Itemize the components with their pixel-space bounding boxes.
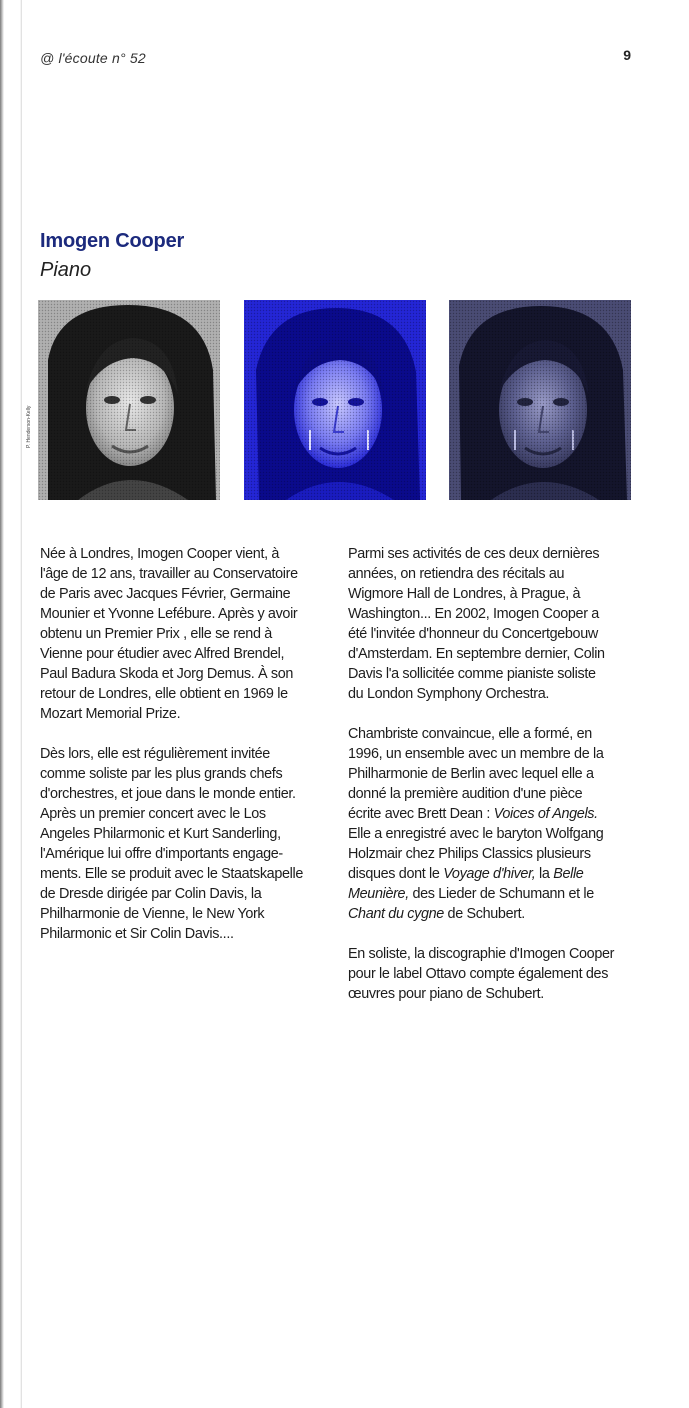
text-line: Philharmonie de Berlin avec lequel elle a <box>348 766 594 782</box>
paragraph-1 <box>40 544 340 724</box>
issue-label: @ l'écoute n° 52 <box>40 50 146 66</box>
paragraph-5 <box>348 944 648 1004</box>
text-line: années, on retiendra des récitals au <box>348 566 565 582</box>
portrait-photo-blue <box>244 300 426 500</box>
text-line: donné la première audition d'une pièce <box>348 786 583 802</box>
scan-edge <box>0 0 22 1408</box>
text-line <box>348 804 648 824</box>
text-line: d'orchestres, et joue dans le monde entier. <box>40 786 296 802</box>
text-line: obtenu un Premier Prix , elle se rend à <box>40 626 272 642</box>
text-line: Angeles Philarmonic et Kurt Sanderling, <box>40 826 281 842</box>
work-title: Voyage d'hiver, <box>443 866 536 882</box>
paragraph-3 <box>348 544 648 704</box>
text-run: disques dont le <box>348 866 444 882</box>
text-line <box>348 904 648 924</box>
artist-name: Imogen Cooper <box>40 230 185 252</box>
text-line: ments. Elle se produit avec le Staatskapelle <box>40 866 303 882</box>
text-line: d'Amsterdam. En septembre dernier, Colin <box>348 646 605 662</box>
text-line: Parmi ses activités de ces deux dernières <box>348 546 600 562</box>
text-line: En soliste, la discographie d'Imogen Cooper <box>348 946 615 962</box>
text-line: Davis l'a sollicitée comme pianiste soliste <box>348 666 596 682</box>
text-line: Mounier et Yvonne Lefébure. Après y avoir <box>40 606 298 622</box>
paragraph-2 <box>40 744 340 944</box>
text-line: Dès lors, elle est régulièrement invitée <box>40 746 270 762</box>
text-line: 1996, un ensemble avec un membre de la <box>348 746 604 762</box>
text-line: œuvres pour piano de Schubert. <box>348 986 544 1002</box>
text-line: Philarmonic et Sir Colin Davis.... <box>40 926 234 942</box>
text-line: Mozart Memorial Prize. <box>40 706 181 722</box>
text-line: du London Symphony Orchestra. <box>348 686 550 702</box>
text-line: Paul Badura Skoda et Jorg Demus. À son <box>40 666 294 682</box>
text-run: de Schubert. <box>443 906 525 922</box>
text-line: de Paris avec Jacques Février, Germaine <box>40 586 291 602</box>
text-line: Washington... En 2002, Imogen Cooper a <box>348 606 599 622</box>
text-line: Elle a enregistré avec le baryton Wolfgang <box>348 826 604 842</box>
text-line: Chambriste convaincue, elle a formé, en <box>348 726 592 742</box>
work-title: Meunière, <box>348 886 409 902</box>
text-run: la <box>535 866 554 882</box>
text-run: des Lieder de Schumann et le <box>408 886 594 902</box>
text-line: Après un premier concert avec le Los <box>40 806 266 822</box>
work-title: Belle <box>553 866 584 882</box>
text-line: pour le label Ottavo compte également des <box>348 966 609 982</box>
text-line: Vienne pour étudier avec Alfred Brendel, <box>40 646 285 662</box>
text-run: écrite avec Brett Dean : <box>348 806 494 822</box>
text-line: retour de Londres, elle obtient en 1969 le <box>40 686 288 702</box>
text-line <box>348 884 648 904</box>
artist-instrument: Piano <box>40 259 92 281</box>
text-line: l'âge de 12 ans, travailler au Conservatoire <box>40 566 298 582</box>
photo-credit: P. Henderson-Kelly <box>26 405 32 448</box>
text-line: Philharmonie de Vienne, le New York <box>40 906 265 922</box>
text-line: été l'invitée d'honneur du Concertgebouw <box>348 626 598 642</box>
work-title: Chant du cygne <box>348 906 444 922</box>
text-line <box>348 864 648 884</box>
text-column-right <box>348 544 648 1024</box>
text-line: Holzmair chez Philips Classics plusieurs <box>348 846 591 862</box>
work-title: Voices of Angels. <box>493 806 598 822</box>
text-column-left <box>40 544 340 964</box>
text-line: l'Amérique lui offre d'importants engage- <box>40 846 283 862</box>
text-line: comme soliste par les plus grands chefs <box>40 766 283 782</box>
portrait-photo-grayscale <box>38 300 220 500</box>
text-line: Née à Londres, Imogen Cooper vient, à <box>40 546 280 562</box>
text-line: de Dresde dirigée par Colin Davis, la <box>40 886 262 902</box>
text-line: Wigmore Hall de Londres, à Prague, à <box>348 586 581 602</box>
portrait-photo-slate <box>449 300 631 500</box>
page-number: 9 <box>623 47 631 63</box>
paragraph-4 <box>348 724 648 924</box>
